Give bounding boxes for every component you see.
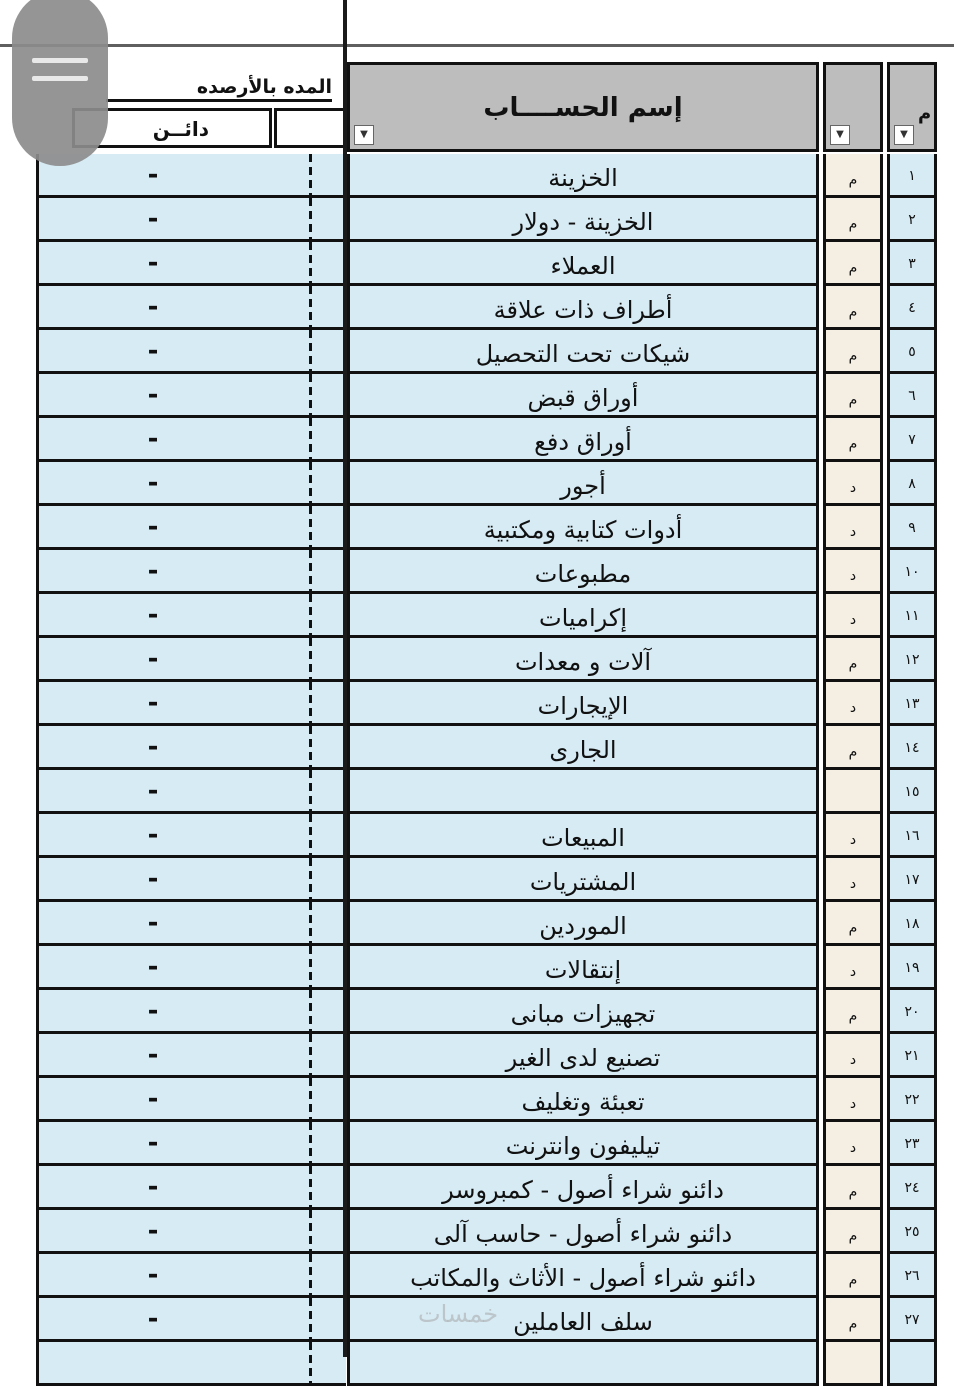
row-number-cell[interactable]: ٢٦ — [887, 1254, 937, 1298]
row-number-cell[interactable]: ١١ — [887, 594, 937, 638]
credit-cell[interactable] — [36, 506, 346, 550]
credit-cell[interactable] — [36, 286, 346, 330]
account-type-cell[interactable]: م — [823, 902, 883, 946]
row-number-cell[interactable]: ٩ — [887, 506, 937, 550]
menu-bar-icon-bottom — [32, 76, 88, 81]
row-number-cell[interactable]: ٨ — [887, 462, 937, 506]
credit-cell[interactable] — [36, 990, 346, 1034]
cell-separator — [309, 1034, 312, 1078]
row-number-cell[interactable]: ١٠ — [887, 550, 937, 594]
table-row — [0, 814, 954, 858]
account-type-cell[interactable]: م — [823, 1298, 883, 1342]
header-name-label: إسم الحســــاب — [483, 93, 683, 123]
table-row — [0, 286, 954, 330]
account-name-cell[interactable]: إنتقالات — [347, 946, 819, 990]
account-type-cell[interactable]: د — [823, 1122, 883, 1166]
credit-value: - — [147, 424, 159, 454]
table-row — [0, 638, 954, 682]
account-name-cell[interactable]: إكراميات — [347, 594, 819, 638]
cell-separator — [309, 154, 312, 198]
cell-separator — [309, 1078, 312, 1122]
cell-separator — [309, 1122, 312, 1166]
row-number-cell[interactable]: ٣ — [887, 242, 937, 286]
cell-separator — [309, 1210, 312, 1254]
credit-value: - — [147, 600, 159, 630]
account-name-cell[interactable]: تصنيع لدى الغير — [347, 1034, 819, 1078]
credit-cell[interactable] — [36, 462, 346, 506]
account-name-cell[interactable]: دائنو شراء أصول - كمبروسر — [347, 1166, 819, 1210]
row-number-cell[interactable]: ٢٧ — [887, 1298, 937, 1342]
account-name-cell[interactable] — [347, 770, 819, 814]
cell-separator — [309, 462, 312, 506]
account-name-cell[interactable]: الخزينة - دولار — [347, 198, 819, 242]
cell-separator — [309, 1298, 312, 1342]
credit-cell[interactable] — [36, 858, 346, 902]
credit-value: - — [147, 248, 159, 278]
table-row — [0, 198, 954, 242]
account-name-cell[interactable]: العملاء — [347, 242, 819, 286]
cell-separator — [309, 506, 312, 550]
credit-value: - — [147, 996, 159, 1026]
credit-value: - — [147, 336, 159, 366]
account-type-cell[interactable]: م — [823, 242, 883, 286]
row-number-cell[interactable]: ٥ — [887, 330, 937, 374]
account-name-cell[interactable]: دائنو شراء أصول - الأثاث والمكاتب — [347, 1254, 819, 1298]
credit-value: - — [147, 1304, 159, 1334]
table-row — [0, 770, 954, 814]
cell-separator — [309, 814, 312, 858]
cell-separator — [309, 286, 312, 330]
cell-separator — [309, 374, 312, 418]
account-type-cell[interactable]: م — [823, 1210, 883, 1254]
credit-value: - — [147, 204, 159, 234]
account-type-cell[interactable]: د — [823, 814, 883, 858]
row-number-cell[interactable]: ١٦ — [887, 814, 937, 858]
row-number-cell[interactable]: ١٨ — [887, 902, 937, 946]
table-row — [0, 594, 954, 638]
account-type-cell[interactable]: د — [823, 858, 883, 902]
row-number-cell[interactable]: ١٩ — [887, 946, 937, 990]
account-name-cell[interactable]: الإيجارات — [347, 682, 819, 726]
credit-value: - — [147, 160, 159, 190]
account-type-cell[interactable]: د — [823, 1078, 883, 1122]
row-number-cell[interactable]: ٢٠ — [887, 990, 937, 1034]
row-number-cell[interactable]: ٤ — [887, 286, 937, 330]
row-number-cell[interactable]: ١٢ — [887, 638, 937, 682]
account-type-cell[interactable]: د — [823, 946, 883, 990]
table-row — [0, 462, 954, 506]
header-number-label: م — [918, 103, 932, 124]
table-row — [0, 682, 954, 726]
cell-separator — [309, 1166, 312, 1210]
cell-separator — [309, 242, 312, 286]
account-type-cell[interactable]: م — [823, 198, 883, 242]
filter-dropdown-type[interactable]: ▼ — [830, 125, 850, 145]
account-name-cell[interactable]: تعبئة وتغليف — [347, 1078, 819, 1122]
credit-cell[interactable] — [36, 594, 346, 638]
table-row — [0, 1210, 954, 1254]
top-border-line — [0, 44, 954, 47]
credit-value: - — [147, 908, 159, 938]
account-type-cell[interactable]: د — [823, 682, 883, 726]
credit-cell[interactable] — [36, 1254, 346, 1298]
account-name-cell[interactable]: شيكات تحت التحصيل — [347, 330, 819, 374]
account-name-cell[interactable]: تجهيزات مبانى — [347, 990, 819, 1034]
credit-cell[interactable] — [36, 726, 346, 770]
account-type-cell[interactable]: م — [823, 154, 883, 198]
row-number-cell[interactable]: ٧ — [887, 418, 937, 462]
account-name-cell[interactable]: سلف العاملين — [347, 1298, 819, 1342]
table-row — [0, 1078, 954, 1122]
credit-cell[interactable] — [36, 198, 346, 242]
header-name-cell — [347, 62, 819, 152]
header-credit-label: دائــن — [152, 117, 209, 141]
account-type-cell[interactable] — [823, 770, 883, 814]
table-row — [0, 1342, 954, 1386]
account-name-cell[interactable]: المبيعات — [347, 814, 819, 858]
account-type-cell[interactable]: د — [823, 506, 883, 550]
credit-cell[interactable] — [36, 1034, 346, 1078]
table-row — [0, 418, 954, 462]
account-name-cell[interactable]: أوراق دفع — [347, 418, 819, 462]
account-name-cell[interactable]: الجارى — [347, 726, 819, 770]
account-type-cell[interactable]: م — [823, 1166, 883, 1210]
menu-bar-icon-top — [32, 58, 88, 63]
row-number-cell[interactable]: ٦ — [887, 374, 937, 418]
credit-value: - — [147, 292, 159, 322]
row-number-cell[interactable]: ٢ — [887, 198, 937, 242]
account-name-cell[interactable]: أجور — [347, 462, 819, 506]
table-row — [0, 902, 954, 946]
credit-value: - — [147, 1172, 159, 1202]
credit-value: - — [147, 1128, 159, 1158]
cell-separator — [309, 682, 312, 726]
credit-value: - — [147, 1260, 159, 1290]
account-name-cell[interactable]: أدوات كتابية ومكتبية — [347, 506, 819, 550]
table-row — [0, 1254, 954, 1298]
table-row — [0, 506, 954, 550]
account-type-cell[interactable]: د — [823, 1034, 883, 1078]
account-type-cell[interactable]: م — [823, 374, 883, 418]
floating-menu-toggle[interactable] — [12, 0, 108, 166]
watermark: خمسات — [418, 1300, 499, 1328]
credit-cell[interactable] — [36, 638, 346, 682]
table-row — [0, 154, 954, 198]
credit-value: - — [147, 952, 159, 982]
credit-value: - — [147, 644, 159, 674]
cell-separator — [309, 726, 312, 770]
row-number-cell[interactable]: ٢٤ — [887, 1166, 937, 1210]
account-name-cell[interactable]: دائنو شراء أصول - حاسب آلى — [347, 1210, 819, 1254]
table-row — [0, 858, 954, 902]
table-row — [0, 990, 954, 1034]
credit-cell[interactable] — [36, 1342, 346, 1386]
account-type-cell[interactable]: م — [823, 286, 883, 330]
account-type-cell[interactable]: م — [823, 330, 883, 374]
account-type-cell[interactable]: م — [823, 990, 883, 1034]
credit-value: - — [147, 468, 159, 498]
credit-cell[interactable] — [36, 330, 346, 374]
cell-separator — [309, 858, 312, 902]
account-name-cell[interactable]: الخزينة — [347, 154, 819, 198]
account-type-cell[interactable]: م — [823, 418, 883, 462]
credit-value: - — [147, 380, 159, 410]
credit-cell[interactable] — [36, 814, 346, 858]
account-name-cell[interactable]: مطبوعات — [347, 550, 819, 594]
account-type-cell[interactable]: د — [823, 550, 883, 594]
credit-value: - — [147, 1040, 159, 1070]
credit-cell[interactable] — [36, 946, 346, 990]
account-name-cell[interactable]: تيليفون وانترنت — [347, 1122, 819, 1166]
credit-cell[interactable] — [36, 1166, 346, 1210]
row-number-cell[interactable]: ١ — [887, 154, 937, 198]
cell-separator — [309, 902, 312, 946]
cell-separator — [309, 418, 312, 462]
table-row — [0, 550, 954, 594]
credit-cell[interactable] — [36, 242, 346, 286]
credit-cell[interactable] — [36, 374, 346, 418]
credit-cell[interactable] — [36, 154, 346, 198]
credit-value: - — [147, 864, 159, 894]
credit-cell[interactable] — [36, 682, 346, 726]
credit-value: - — [147, 732, 159, 762]
account-name-cell[interactable]: المشتريات — [347, 858, 819, 902]
credit-cell[interactable] — [36, 902, 346, 946]
cell-separator — [309, 1254, 312, 1298]
row-number-cell[interactable] — [887, 1342, 937, 1386]
account-type-cell[interactable]: م — [823, 1254, 883, 1298]
cell-separator — [309, 198, 312, 242]
table-row — [0, 242, 954, 286]
credit-value: - — [147, 512, 159, 542]
credit-cell[interactable] — [36, 1298, 346, 1342]
credit-cell[interactable] — [36, 1210, 346, 1254]
row-number-cell[interactable]: ٢٥ — [887, 1210, 937, 1254]
header-period-label: المده بالأرصده — [106, 76, 332, 102]
credit-value: - — [147, 820, 159, 850]
account-type-cell[interactable] — [823, 1342, 883, 1386]
credit-cell[interactable] — [36, 1122, 346, 1166]
cell-separator — [309, 594, 312, 638]
cell-separator — [309, 770, 312, 814]
account-name-cell[interactable]: الموردين — [347, 902, 819, 946]
credit-cell[interactable] — [36, 418, 346, 462]
credit-cell[interactable] — [36, 770, 346, 814]
table-row — [0, 1166, 954, 1210]
row-number-cell[interactable]: ١٤ — [887, 726, 937, 770]
cell-separator — [309, 330, 312, 374]
credit-cell[interactable] — [36, 1078, 346, 1122]
account-type-cell[interactable]: م — [823, 638, 883, 682]
credit-value: - — [147, 688, 159, 718]
credit-value: - — [147, 776, 159, 806]
filter-dropdown-number[interactable]: ▼ — [894, 125, 914, 145]
header-empty-cell — [274, 108, 346, 148]
account-type-cell[interactable]: د — [823, 594, 883, 638]
credit-cell[interactable] — [36, 550, 346, 594]
account-name-cell[interactable]: أوراق قبض — [347, 374, 819, 418]
credit-value: - — [147, 1216, 159, 1246]
account-name-cell[interactable] — [347, 1342, 819, 1386]
table-row — [0, 1034, 954, 1078]
row-number-cell[interactable]: ١٧ — [887, 858, 937, 902]
account-type-cell[interactable]: م — [823, 726, 883, 770]
credit-value: - — [147, 556, 159, 586]
row-number-cell[interactable]: ٢٢ — [887, 1078, 937, 1122]
row-number-cell[interactable]: ٢٣ — [887, 1122, 937, 1166]
filter-dropdown-name[interactable]: ▼ — [354, 125, 374, 145]
table-row — [0, 946, 954, 990]
table-row — [0, 330, 954, 374]
cell-separator — [309, 990, 312, 1034]
table-row — [0, 726, 954, 770]
credit-value: - — [147, 1084, 159, 1114]
header-type-cell — [823, 62, 883, 152]
cell-separator — [309, 550, 312, 594]
account-type-cell[interactable]: د — [823, 462, 883, 506]
row-number-cell[interactable]: ٢١ — [887, 1034, 937, 1078]
header-number-cell — [887, 62, 937, 152]
cell-separator — [309, 946, 312, 990]
table-row — [0, 374, 954, 418]
frozen-pane-divider[interactable] — [343, 0, 347, 1357]
row-number-cell[interactable]: ١٥ — [887, 770, 937, 814]
account-name-cell[interactable]: أطراف ذات علاقة — [347, 286, 819, 330]
account-name-cell[interactable]: آلات و معدات — [347, 638, 819, 682]
table-row — [0, 1122, 954, 1166]
cell-separator — [309, 1342, 312, 1386]
row-number-cell[interactable]: ١٣ — [887, 682, 937, 726]
cell-separator — [309, 638, 312, 682]
